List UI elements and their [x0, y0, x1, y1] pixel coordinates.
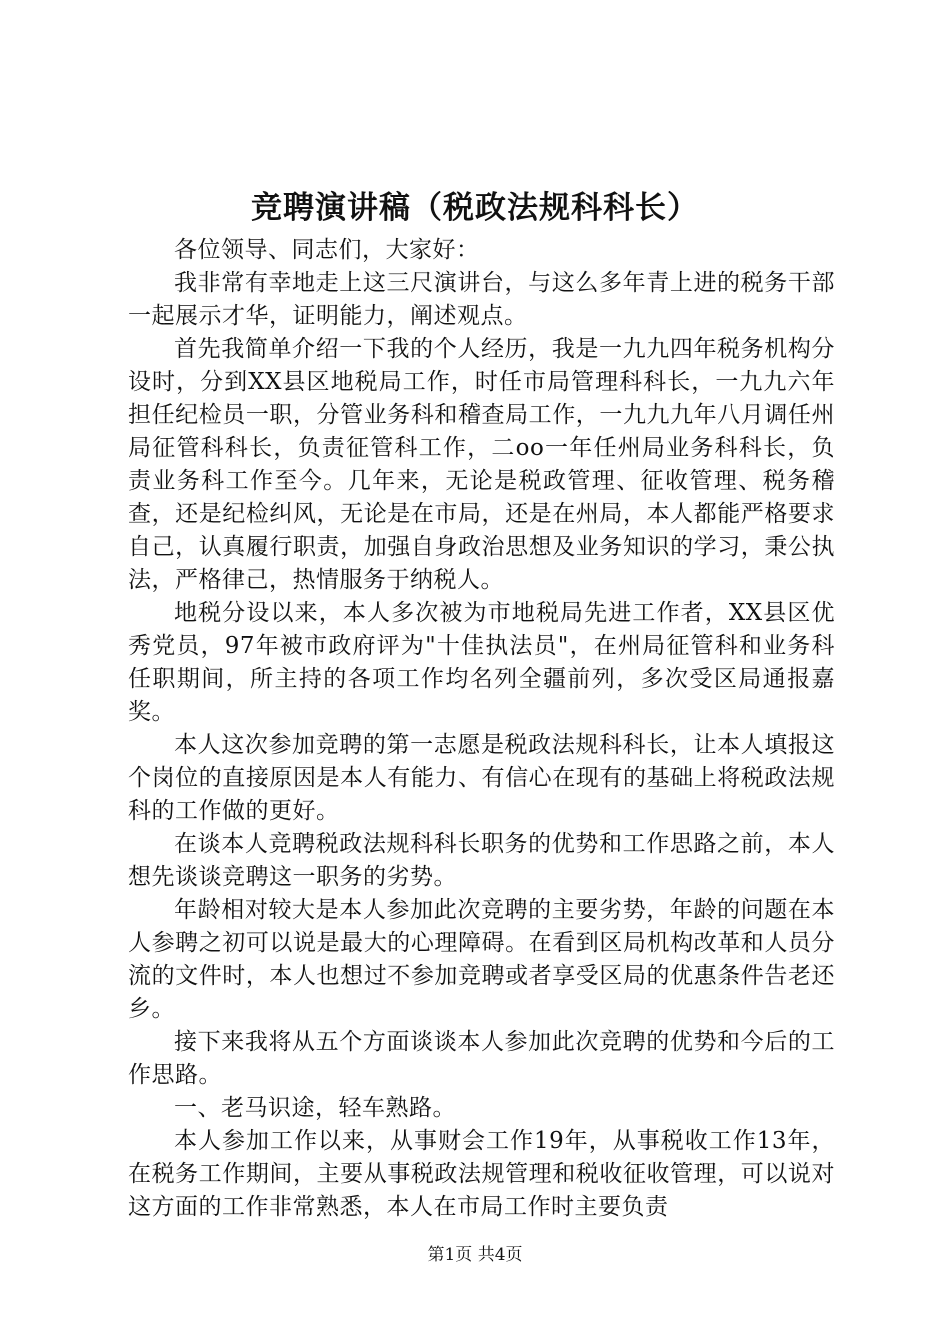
paragraph-greeting: 各位领导、同志们，大家好： [174, 237, 480, 263]
page-footer: 第1页 共4页 [427, 1245, 523, 1265]
paragraph-honors: 地税分设以来，本人多次被为市地税局先进工作者，XX县区优秀党员，97年被市政府评为"十佳执法员"，在州局征管科和业务科任职期间，所主持的各项工作均名列全疆前列，多次受区局通报嘉奖。 [128, 600, 835, 725]
document-title: 竞聘演讲稿（税政法规科科长） [251, 190, 699, 226]
paragraph-heading-one: 一、老马识途，轻车熟路。 [174, 1095, 456, 1121]
paragraph-first-choice: 本人这次参加竞聘的第一志愿是税政法规科科长，让本人填报这个岗位的直接原因是本人有能力、有信心在现有的基础上将税政法规科的工作做的更好。 [128, 732, 835, 824]
paragraph-work-history: 本人参加工作以来，从事财会工作19年，从事税收工作13年，在税务工作期间，主要从事税政法规管理和税收征收管理，可以说对这方面的工作非常熟悉，本人在市局工作时主要负责 [128, 1128, 835, 1220]
paragraph-weakness-intro: 在谈本人竞聘税政法规科科长职务的优势和工作思路之前，本人想先谈谈竞聘这一职务的劣势。 [128, 831, 835, 890]
paragraph-five-aspects: 接下来我将从五个方面谈谈本人参加此次竞聘的优势和今后的工作思路。 [128, 1029, 835, 1088]
paragraph-experience: 首先我简单介绍一下我的个人经历，我是一九九四年税务机构分设时，分到XX县区地税局工作，时任市局管理科科长，一九九六年担任纪检员一职，分管业务科和稽查局工作，一九九九年八月调任州局征管科科长，负责征管科工作，二oo一年任州局业务科科长，负责业务科工作至今。几年来，无论是税政管理、征收管理、税务稽查，还是纪检纠风，无论是在市局，还是在州局，本人都能严格要求自己，认真履行职责，加强自身政治思想及业务知识的学习，秉公执法，严格律己，热情服务于纳税人。 [128, 336, 835, 593]
paragraph-age: 年龄相对较大是本人参加此次竞聘的主要劣势，年龄的问题在本人参聘之初可以说是最大的心理障碍。在看到区局机构改革和人员分流的文件时，本人也想过不参加竞聘或者享受区局的优惠条件告老还乡。 [128, 897, 835, 1022]
paragraph-opening: 我非常有幸地走上这三尺演讲台，与这么多年青上进的税务干部一起展示才华，证明能力，阐述观点。 [128, 270, 835, 329]
document-body [128, 234, 835, 1224]
